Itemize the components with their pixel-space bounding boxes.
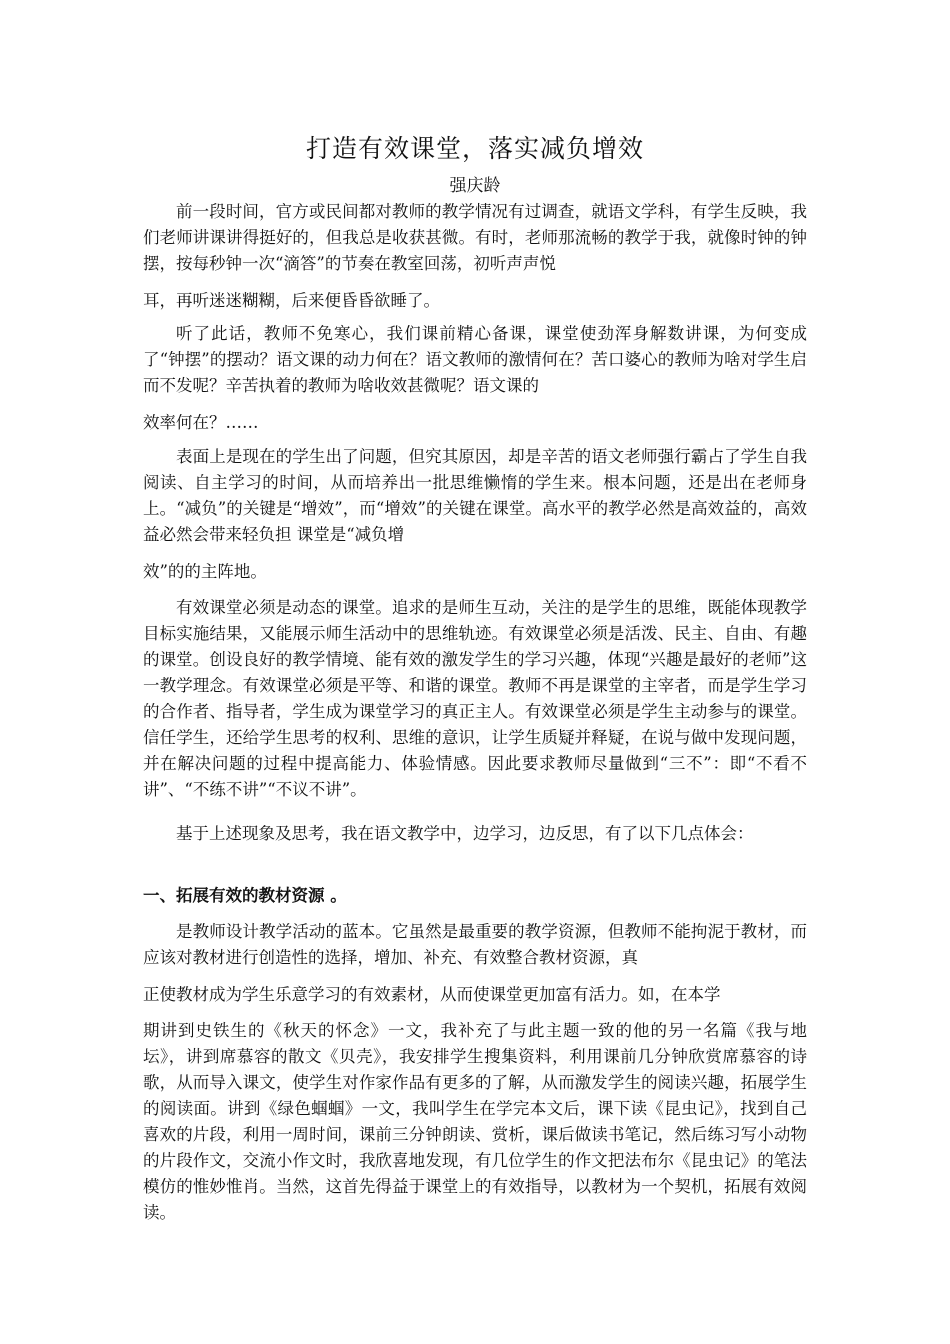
paragraph-2-tail: 效率何在？…… [143, 413, 259, 432]
paragraph-5-text: 基于上述现象及思考，我在语文教学中，边学习，边反思，有了以下几点体会： [176, 824, 754, 843]
paragraph-4-text: 有效课堂必须是动态的课堂。追求的是师生互动，关注的是学生的思维，既能体现教学目标实施结果，又能展示师生活动中的思维轨迹。有效课堂必须是活泼、民主、自由、有趣的课堂。创设良好的教学情境、能有效的激发学生的学习兴趣，体现“兴趣是最好的老师”这一教学理念。有效课堂必须是平等、和谐的课堂。教师不再是课堂的主宰者，而是学生学习的合作者、指导者，学生成为课堂学习的真正主人。有效课堂必须是学生主动参与的课堂。信任学生，还给学生思考的权利、思维的意识，让学生质疑并释疑，在说与做中发现问题，并在解决问题的过程中提高能力、体验情感。因此要求教师尽量做到“三不”：即“不看不讲”、“不练不讲”“不议不讲”。 [143, 598, 807, 799]
paragraph-2-text: 听了此话，教师不免寒心，我们课前精心备课，课堂使劲浑身解数讲课，为何变成了“钟摆”的摆动？语文课的动力何在？语文教师的激情何在？苦口婆心的教师为啥对学生启而不发呢？辛苦执着的教师为啥收效甚微呢？语文课的 [143, 324, 807, 395]
section-paragraph-2 [143, 1018, 807, 1226]
paragraph-2 [143, 321, 807, 436]
section-paragraph-1-text: 是教师设计教学活动的蓝本。它虽然是最重要的教学资源，但教师不能拘泥于教材，而应该对教材进行创造性的选择，增加、补充、有效整合教材资源，真 [143, 922, 807, 967]
paragraph-3-tail: 效”的的主阵地。 [143, 562, 267, 581]
section-paragraph-1 [143, 919, 807, 1008]
paragraph-5 [143, 821, 807, 847]
paragraph-1-text: 前一段时间，官方或民间都对教师的教学情况有过调查，就语文学科，有学生反映，我们老师讲课讲得挺好的，但我总是收获甚微。有时，老师那流畅的教学于我，就像时钟的钟摆，按每秒钟一次“滴答”的节奏在教室回荡，初听声声悦 [143, 202, 807, 273]
section-paragraph-2-text: 期讲到史铁生的《秋天的怀念》一文，我补充了与此主题一致的他的另一名篇《我与地坛》，讲到席慕容的散文《贝壳》，我安排学生搜集资料，利用课前几分钟欣赏席慕容的诗歌，从而导入课文，使学生对作家作品有更多的了解，从而激发学生的阅读兴趣，拓展学生的阅读面。讲到《绿色蝈蝈》一文，我叫学生在学完本文后，课下读《昆虫记》，找到自己喜欢的片段，利用一周时间，课前三分钟朗读、赏析，课后做读书笔记，然后练习写小动物的片段作文，交流小作文时，我欣喜地发现，有几位学生的作文把法布尔《昆虫记》的笔法模仿的惟妙惟肖。当然，这首先得益于课堂上的有效指导，以教材为一个契机，拓展有效阅读。 [143, 1021, 807, 1222]
paragraph-1 [143, 199, 807, 314]
paragraph-4 [143, 595, 807, 803]
section-paragraph-1-tail: 正使教材成为学生乐意学习的有效素材，从而使课堂更加富有活力。如，在本学 [143, 985, 721, 1004]
section-heading: 一、拓展有效的教材资源 。 [143, 886, 347, 905]
paragraph-3 [143, 444, 807, 585]
document-title: 打造有效课堂，落实减负增效 [305, 134, 644, 163]
document-author: 强庆龄 [449, 176, 501, 196]
paragraph-1-tail: 耳，再听迷迷糊糊，后来便昏昏欲睡了。 [143, 291, 440, 310]
paragraph-3-text: 表面上是现在的学生出了问题，但究其原因，却是辛苦的语文老师强行霸占了学生自我阅读、自主学习的时间，从而培养出一批思维懒惰的学生来。根本问题，还是出在老师身上。“减负”的关键是“增效”，而“增效”的关键在课堂。高水平的教学必然是高效益的，高效益必然会带来轻负担 课堂是“减负增 [143, 447, 807, 544]
